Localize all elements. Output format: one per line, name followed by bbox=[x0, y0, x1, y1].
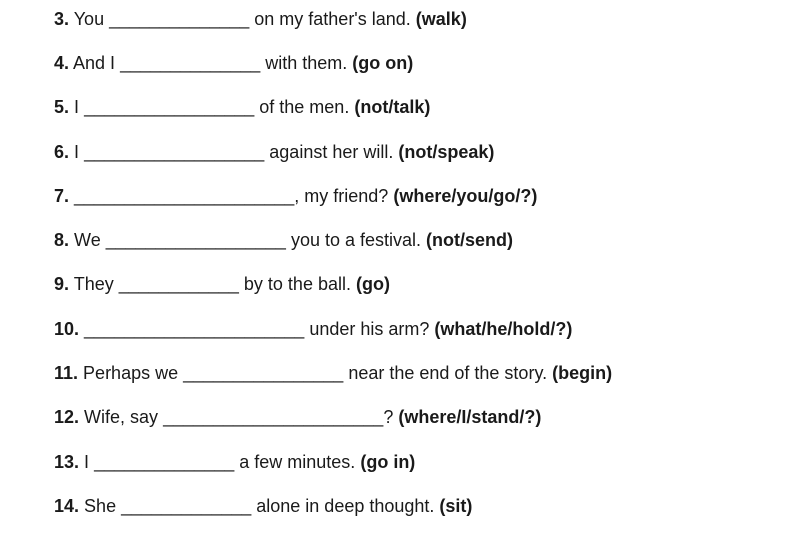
item-number: 14. bbox=[54, 496, 80, 516]
exercise-item-10 bbox=[54, 318, 572, 340]
exercise-item-4 bbox=[54, 52, 413, 74]
exercise-item-3 bbox=[54, 8, 467, 30]
item-text-before: She bbox=[84, 496, 117, 516]
item-text-before: I bbox=[74, 97, 80, 117]
exercise-item-6 bbox=[54, 141, 494, 163]
verb-hint: (go) bbox=[356, 274, 390, 294]
item-text-before: You bbox=[73, 9, 105, 29]
exercise-item-13 bbox=[54, 451, 415, 473]
item-text-after: you to a festival. bbox=[290, 230, 422, 250]
verb-hint: (sit) bbox=[439, 496, 473, 516]
item-text-before: Perhaps we bbox=[83, 363, 179, 383]
exercise-item-8 bbox=[54, 229, 513, 251]
item-text-after: near the end of the story. bbox=[348, 363, 548, 383]
verb-hint: (not/talk) bbox=[354, 97, 431, 117]
verb-hint: (walk) bbox=[415, 9, 467, 29]
item-text-after: alone in deep thought. bbox=[256, 496, 435, 516]
answer-blank[interactable]: __________________ bbox=[84, 142, 265, 162]
answer-blank[interactable]: _________________ bbox=[84, 97, 255, 117]
item-text-before: They bbox=[73, 274, 114, 294]
verb-hint: (not/send) bbox=[426, 230, 514, 250]
verb-hint: (go on) bbox=[352, 53, 414, 73]
answer-blank[interactable]: ____________ bbox=[118, 274, 239, 294]
item-text-after: with them. bbox=[265, 53, 348, 73]
verb-hint: (what/he/hold/?) bbox=[434, 319, 573, 339]
item-number: 5. bbox=[54, 97, 70, 117]
verb-hint: (not/speak) bbox=[398, 142, 495, 162]
answer-blank[interactable]: ______________________ bbox=[163, 407, 384, 427]
verb-hint: (go in) bbox=[360, 452, 416, 472]
item-number: 13. bbox=[54, 452, 80, 472]
item-text-before: And I bbox=[73, 53, 116, 73]
item-number: 9. bbox=[54, 274, 70, 294]
item-number: 4. bbox=[54, 53, 70, 73]
item-text-before: I bbox=[84, 452, 90, 472]
item-number: 3. bbox=[54, 9, 70, 29]
verb-hint: (begin) bbox=[552, 363, 613, 383]
item-text-after: by to the ball. bbox=[243, 274, 351, 294]
item-text-before: I bbox=[74, 142, 80, 162]
item-text-after: of the men. bbox=[259, 97, 350, 117]
item-text-after: under his arm? bbox=[309, 319, 430, 339]
exercise-item-7 bbox=[54, 185, 537, 207]
item-text-after: against her will. bbox=[269, 142, 394, 162]
answer-blank[interactable]: ______________ bbox=[120, 53, 261, 73]
verb-hint: (where/I/stand/?) bbox=[398, 407, 542, 427]
item-text-after: a few minutes. bbox=[239, 452, 356, 472]
exercise-item-11 bbox=[54, 362, 612, 384]
exercise-item-12 bbox=[54, 406, 541, 428]
item-number: 8. bbox=[54, 230, 70, 250]
answer-blank[interactable]: ______________ bbox=[94, 452, 235, 472]
answer-blank[interactable]: ________________ bbox=[183, 363, 344, 383]
item-text-after: on my father's land. bbox=[254, 9, 411, 29]
answer-blank[interactable]: _____________ bbox=[121, 496, 252, 516]
answer-blank[interactable]: ______________________ bbox=[84, 319, 305, 339]
item-number: 10. bbox=[54, 319, 80, 339]
answer-blank[interactable]: ______________ bbox=[109, 9, 250, 29]
exercise-item-14 bbox=[54, 495, 472, 517]
item-number: 11. bbox=[54, 363, 79, 383]
item-text-after: ? bbox=[383, 407, 394, 427]
verb-hint: (where/you/go/?) bbox=[393, 186, 538, 206]
answer-blank[interactable]: ______________________ bbox=[74, 186, 295, 206]
item-number: 12. bbox=[54, 407, 80, 427]
item-number: 6. bbox=[54, 142, 70, 162]
exercise-item-5 bbox=[54, 96, 430, 118]
item-number: 7. bbox=[54, 186, 70, 206]
item-text-after: , my friend? bbox=[294, 186, 389, 206]
answer-blank[interactable]: __________________ bbox=[105, 230, 286, 250]
item-text-before: We bbox=[74, 230, 101, 250]
item-text-before: Wife, say bbox=[84, 407, 159, 427]
exercise-item-9 bbox=[54, 273, 390, 295]
